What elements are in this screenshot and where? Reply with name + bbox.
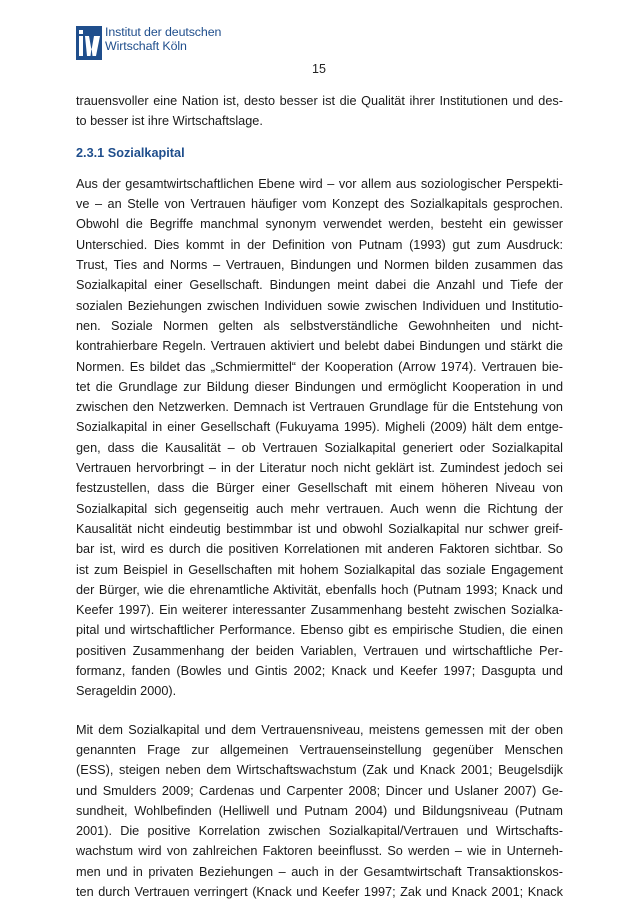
paragraph-trust-level xyxy=(76,720,563,903)
text-line: Sozialkapital einer Gesellschaft. Bindungen meint dabei die Anzahl und Tiefe der xyxy=(76,278,563,293)
text-line: genannten Frage zur allgemeinen Vertrauenseinstellung gegenüber Menschen xyxy=(76,742,563,757)
text-line: Sozialkapital in einer Gesellschaft (Fukuyama 1995). Migheli (2009) hält dem entge- xyxy=(76,420,563,435)
text-line: Trust, Ties and Norms – Vertrauen, Bindungen und Normen bilden zusammen das xyxy=(76,258,563,273)
text-line: to besser ist ihre Wirtschaftslage. xyxy=(76,114,263,129)
text-line: bar ist, wird es durch die positiven Korrelationen mit anderen Faktoren sichtbar. So xyxy=(76,542,563,557)
text-line: pital und wirtschaftlicher Performance. Ebenso gibt es empirische Studien, die einen xyxy=(76,623,563,638)
text-line: ve – an Stelle von Vertrauen häufiger vom Konzept des Sozialkapitals gesprochen. xyxy=(76,197,563,212)
text-line: wachstum wird von zahlreichen Faktoren beeinflusst. So werden – wie in Unterneh- xyxy=(76,844,563,859)
text-line: Kausalität nicht eindeutig bestimmbar ist und obwohl Sozialkapital nur schwer greif- xyxy=(76,521,563,536)
logo-text xyxy=(105,26,221,53)
text-line: sozialen Beziehungen zwischen Individuen sowie zwischen Individuen und Institutio- xyxy=(76,298,563,313)
text-line: Unterschied. Dies kommt in der Definition von Putnam (1993) gut zum Ausdruck: xyxy=(76,237,563,252)
text-line: Normen. Es bildet das „Schmiermittel“ der Kooperation (Arrow 1974). Vertrauen bie- xyxy=(76,359,563,374)
section-heading: 2.3.1 Sozialkapital xyxy=(76,145,185,160)
text-line: 2001). Die positive Korrelation zwischen Sozialkapital/Vertrauen und Wirtschafts- xyxy=(76,824,563,839)
logo-line-2: Wirtschaft Köln xyxy=(105,38,187,53)
text-line: festzustellen, dass die Bürger einer Gesellschaft mit einem höheren Niveau von xyxy=(76,481,563,496)
text-line: formanz, fanden (Bowles und Gintis 2002; Knack und Keefer 1997; Dasgupta und xyxy=(76,664,563,679)
text-line: kontrahierbare Regeln. Vertrauen aktiviert und belebt dabei Bindungen und stärkt die xyxy=(76,339,563,354)
text-line: positiven Zusammenhang der beiden Variablen, Vertrauen und wirtschaftliche Per- xyxy=(76,643,563,658)
text-line: Aus der gesamtwirtschaftlichen Ebene wird – vor allem aus soziologischer Perspekti- xyxy=(76,176,563,191)
paragraph-social-capital xyxy=(76,174,563,702)
text-line: ist zum Beispiel in Gesellschaften mit hohem Sozialkapital das soziale Engagement xyxy=(76,562,563,577)
text-line: Obwohl die Begriffe manchmal synonym verwendet werden, besteht ein gewisser xyxy=(76,217,563,232)
text-line: (ESS), steigen neben dem Wirtschaftswachstum (Zak und Knack 2001; Beugelsdijk xyxy=(76,763,563,778)
institute-logo xyxy=(76,26,221,66)
page-body xyxy=(76,91,563,902)
text-line: Sozialkapital sich gegenseitig auch mehr vertrauen. Auch wenn die Richtung der xyxy=(76,501,563,516)
logo-line-1: Institut der deutschen xyxy=(105,25,222,39)
text-line: Mit dem Sozialkapital und dem Vertrauensniveau, meistens gemessen mit der oben xyxy=(76,722,563,737)
text-line: gen, dass die Kausalität – ob Vertrauen Sozialkapital generiert oder Sozialkapital xyxy=(76,440,563,455)
text-line: tet die Grundlage zur Bildung dieser Bindungen und ermöglicht Kooperation in und xyxy=(76,379,563,394)
text-line: Vertrauen hervorbringt – in der Literatur noch nicht geklärt ist. Zumindest jedoch sei xyxy=(76,461,563,476)
page-number: 15 xyxy=(312,62,326,76)
text-line: Keefer 1997). Ein weiterer interessanter Zusammenhang besteht zwischen Sozialka- xyxy=(76,603,563,618)
paragraph-intro xyxy=(76,91,563,132)
text-line: der Bürger, wie die ehrenamtliche Aktivität, ebenfalls hoch (Putnam 1993; Knack und xyxy=(76,582,563,597)
text-line: und Smulders 2009; Cardenas und Carpenter 2008; Dincer und Uslaner 2007) Ge- xyxy=(76,783,563,798)
text-line: nen. Soziale Normen gelten als selbstverständliche Gewohnheiten und nicht- xyxy=(76,318,563,333)
text-line: trauensvoller eine Nation ist, desto besser ist die Qualität ihrer Institutionen und des- xyxy=(76,94,563,108)
text-line: zwischen den Netzwerken. Demnach ist Vertrauen Grundlage für die Entstehung von xyxy=(76,400,563,415)
text-line: sundheit, Wohlbefinden (Helliwell und Putnam 2004) und Bildungsniveau (Putnam xyxy=(76,803,563,818)
text-line: men und in privaten Beziehungen – auch in der Gesamtwirtschaft Transaktionskos- xyxy=(76,864,563,879)
text-line: Serageldin 2000). xyxy=(76,684,177,699)
text-line: ten durch Vertrauen verringert (Knack und Keefer 1997; Zak und Knack 2001; Knack xyxy=(76,884,563,899)
iw-logo-icon xyxy=(76,26,102,60)
